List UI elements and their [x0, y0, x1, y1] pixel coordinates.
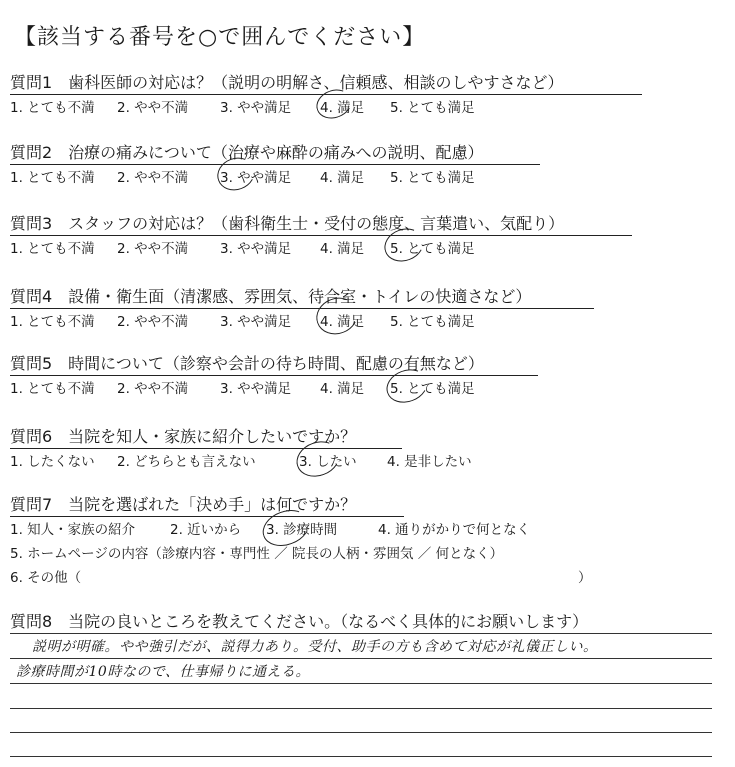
question-6-options [10, 450, 472, 470]
question-3-underline [10, 235, 632, 236]
q3-option-5[interactable]: 5. とても満足 [390, 241, 475, 257]
q2-option-4[interactable]: 4. 満足 [320, 170, 365, 186]
q7-option-4[interactable]: 4. 通りがかりで何となく [378, 522, 531, 538]
question-8-label: 質問8 当院の良いところを教えてください。（なるべく具体的にお願いします） [10, 612, 589, 631]
question-6-label: 質問6 当院を知人・家族に紹介したいですか？ [10, 427, 357, 446]
q2-option-3[interactable]: 3. やや満足 [220, 170, 292, 186]
q6-option-4[interactable]: 4. 是非したい [387, 454, 472, 470]
question-2-label: 質問2 治療の痛みについて（治療や麻酔の痛みへの説明、配慮） [10, 143, 484, 162]
question-3-label: 質問3 スタッフの対応は？（歯科衛生士・受付の態度、言葉遣い、気配り） [10, 214, 565, 233]
q3-option-4[interactable]: 4. 満足 [320, 241, 365, 257]
question-1-options [10, 96, 475, 116]
question-5-underline [10, 375, 538, 376]
q4-option-1[interactable]: 1. とても不満 [10, 314, 95, 330]
q3-option-1[interactable]: 1. とても不満 [10, 241, 95, 257]
question-4-options [10, 310, 475, 330]
answer-line-4 [10, 708, 712, 709]
answer-line-1 [10, 633, 712, 634]
q7-other-close: ） [578, 570, 592, 586]
q7-other-open: 6. その他（ [10, 570, 82, 586]
q7-option-1[interactable]: 1. 知人・家族の紹介 [10, 522, 136, 538]
question-5-label: 質問5 時間について（診察や会計の待ち時間、配慮の有無など） [10, 354, 484, 373]
answer-line-5 [10, 732, 712, 733]
question-7-label: 質問7 当院を選ばれた「決め手」は何ですか？ [10, 495, 357, 514]
question-2-underline [10, 164, 540, 165]
q6-option-1[interactable]: 1. したくない [10, 454, 95, 470]
q7-option-3[interactable]: 3. 診療時間 [266, 522, 338, 538]
question-4-underline [10, 308, 594, 309]
answer-line-2 [10, 658, 712, 659]
handwritten-answer-line-1: 説明が明確。やや強引だが、説得力あり。受付、助手の方も含めて対応が礼儀正しい。 [32, 639, 598, 655]
q2-option-2[interactable]: 2. やや不満 [117, 170, 189, 186]
q4-option-2[interactable]: 2. やや不満 [117, 314, 189, 330]
q5-option-4[interactable]: 4. 満足 [320, 381, 365, 397]
question-1-label: 質問1 歯科医師の対応は？（説明の明解さ、信頼感、相談のしやすさなど） [10, 73, 564, 92]
q1-option-5[interactable]: 5. とても満足 [390, 100, 475, 116]
q4-option-4[interactable]: 4. 満足 [320, 314, 365, 330]
q7-option-2[interactable]: 2. 近いから [170, 522, 242, 538]
q6-option-3[interactable]: 3. したい [299, 454, 357, 470]
q1-option-3[interactable]: 3. やや満足 [220, 100, 292, 116]
q4-option-3[interactable]: 3. やや満足 [220, 314, 292, 330]
q2-option-5[interactable]: 5. とても満足 [390, 170, 475, 186]
q5-option-1[interactable]: 1. とても不満 [10, 381, 95, 397]
q3-option-3[interactable]: 3. やや満足 [220, 241, 292, 257]
q4-option-5[interactable]: 5. とても満足 [390, 314, 475, 330]
q5-option-5[interactable]: 5. とても満足 [390, 381, 475, 397]
q7-option-5[interactable]: 5. ホームページの内容（診療内容・専門性 ／ 院長の人柄・雰囲気 ／ 何となく） [10, 546, 504, 562]
question-6-underline [10, 448, 402, 449]
handwritten-answer-line-2: 診療時間が10時なので、仕事帰りに通える。 [16, 664, 311, 680]
instruction-header: 【該当する番号を○で囲んでください】 [14, 25, 426, 50]
question-4-label: 質問4 設備・衛生面（清潔感、雰囲気、待合室・トイレの快適さなど） [10, 287, 532, 306]
q1-option-4[interactable]: 4. 満足 [320, 100, 365, 116]
question-7-underline [10, 516, 404, 517]
q7-option-6-other[interactable] [10, 566, 590, 586]
q1-option-2[interactable]: 2. やや不満 [117, 100, 189, 116]
q5-option-3[interactable]: 3. やや満足 [220, 381, 292, 397]
q2-option-1[interactable]: 1. とても不満 [10, 170, 95, 186]
answer-line-3 [10, 683, 712, 684]
q3-option-2[interactable]: 2. やや不満 [117, 241, 189, 257]
q6-option-2[interactable]: 2. どちらとも言えない [117, 454, 256, 470]
q1-option-1[interactable]: 1. とても不満 [10, 100, 95, 116]
q5-option-2[interactable]: 2. やや不満 [117, 381, 189, 397]
answer-line-6 [10, 756, 712, 757]
